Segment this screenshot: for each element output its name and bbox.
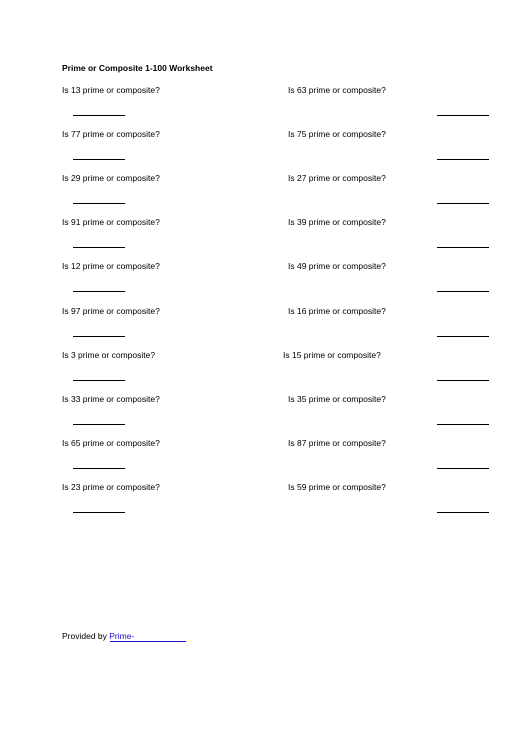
question-right: Is 16 prime or composite? (288, 305, 386, 316)
question-left: Is 77 prime or composite? (62, 129, 160, 140)
question-right: Is 59 prime or composite? (288, 481, 386, 492)
answer-blank-left[interactable] (73, 247, 125, 248)
question-right: Is 39 prime or composite? (288, 217, 386, 228)
worksheet-title: Prime or Composite 1-100 Worksheet (62, 63, 213, 73)
footer-link[interactable]: Prime- (109, 631, 135, 641)
question-left: Is 97 prime or composite? (62, 305, 160, 316)
answer-blank-right[interactable] (437, 159, 489, 160)
question-left: Is 3 prime or composite? (62, 349, 156, 360)
answer-blank-right[interactable] (437, 468, 489, 469)
footer-link-underline (110, 641, 186, 642)
answer-blank-left[interactable] (73, 203, 125, 204)
footer-credit (62, 631, 134, 641)
answer-blank-right[interactable] (437, 203, 489, 204)
question-right: Is 87 prime or composite? (288, 437, 386, 448)
question-left: Is 29 prime or composite? (62, 173, 160, 184)
answer-blank-right[interactable] (437, 336, 489, 337)
question-left: Is 23 prime or composite? (62, 481, 160, 492)
question-right: Is 75 prime or composite? (288, 129, 386, 140)
answer-blank-right[interactable] (437, 291, 489, 292)
question-right: Is 35 prime or composite? (288, 393, 386, 404)
answer-blank-left[interactable] (73, 512, 125, 513)
answer-blank-left[interactable] (73, 468, 125, 469)
answer-blank-right[interactable] (437, 512, 489, 513)
question-left: Is 13 prime or composite? (62, 85, 160, 95)
question-left: Is 91 prime or composite? (62, 217, 160, 228)
answer-blank-left[interactable] (73, 380, 125, 381)
answer-blank-right[interactable] (437, 115, 489, 116)
answer-blank-left[interactable] (73, 159, 125, 160)
answer-blank-right[interactable] (437, 424, 489, 425)
question-right: Is 49 prime or composite? (288, 261, 386, 272)
answer-blank-left[interactable] (73, 336, 125, 337)
question-right: Is 27 prime or composite? (288, 173, 386, 184)
answer-blank-right[interactable] (437, 380, 489, 381)
question-left: Is 12 prime or composite? (62, 261, 160, 272)
question-left: Is 65 prime or composite? (62, 437, 160, 448)
footer-prefix: Provided by (62, 631, 110, 641)
answer-blank-left[interactable] (73, 291, 125, 292)
question-right: Is 63 prime or composite? (288, 85, 386, 95)
answer-blank-right[interactable] (437, 247, 489, 248)
question-right: Is 15 prime or composite? (283, 349, 381, 360)
answer-blank-left[interactable] (73, 115, 125, 116)
answer-blank-left[interactable] (73, 424, 125, 425)
question-left: Is 33 prime or composite? (62, 393, 160, 404)
